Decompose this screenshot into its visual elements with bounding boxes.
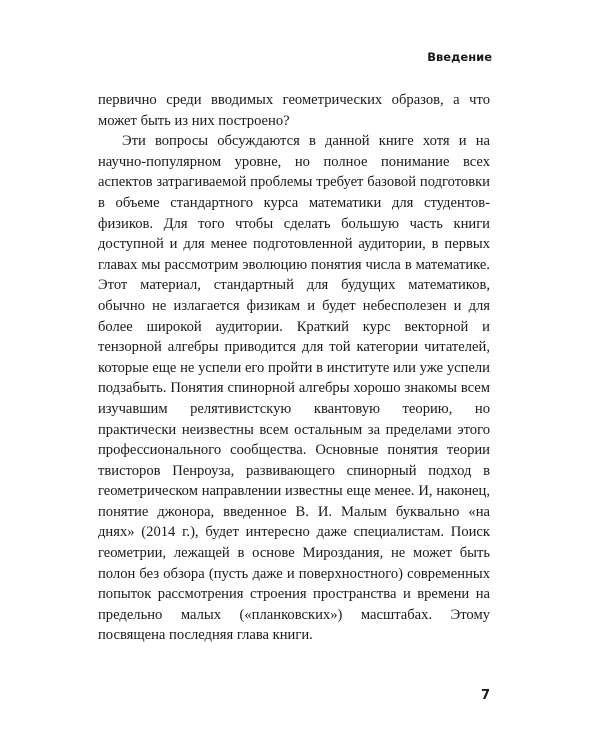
page-number: 7	[480, 688, 490, 703]
running-head: Введение	[427, 50, 492, 64]
body-text	[98, 90, 490, 646]
paragraph-continuation: первично среди вводимых геометрических образов, а что может быть из них построено?	[98, 92, 490, 129]
paragraph-main: Эти вопросы обсуждаются в данной книге хотя и на научно-популярном уровне, но полное понимание всех аспектов затрагиваемой проблемы требует базовой подготовки в объеме стандартного курса математики для студентов-физиков. Для того чтобы сделать большую часть книги доступной и для менее подготовленной аудитории, в первых главах мы рассмотрим эволюцию понятия числа в математике. Этот материал, стандартный для будущих математиков, обычно не излагается физикам и будет небесполезен и для более широкой аудитории. Краткий курс векторной и тензорной алгебры приводится для той категории читателей, которые еще не успели его пройти в институте или уже успели подзабыть. Понятия спинорной алгебры хорошо знакомы всем изучавшим релятивистскую квантовую теорию, но практически неизвестны всем остальным за пределами этого профессионального сообщества. Основные понятия теории твисторов Пенроуза, развивающего спинорный подход в геометрическом направлении известны еще менее. И, наконец, понятие джонора, введенное В. И. Малым буквально «на днях» (2014 г.), будет интересно даже специалистам. Поиск геометрии, лежащей в основе Мироздания, не может быть полон без обзора (пусть даже и поверхностного) современных попыток рассмотрения строения пространства и времени на предельно малых («планковских») масштабах. Этому посвящена последняя глава книги.	[98, 133, 490, 644]
